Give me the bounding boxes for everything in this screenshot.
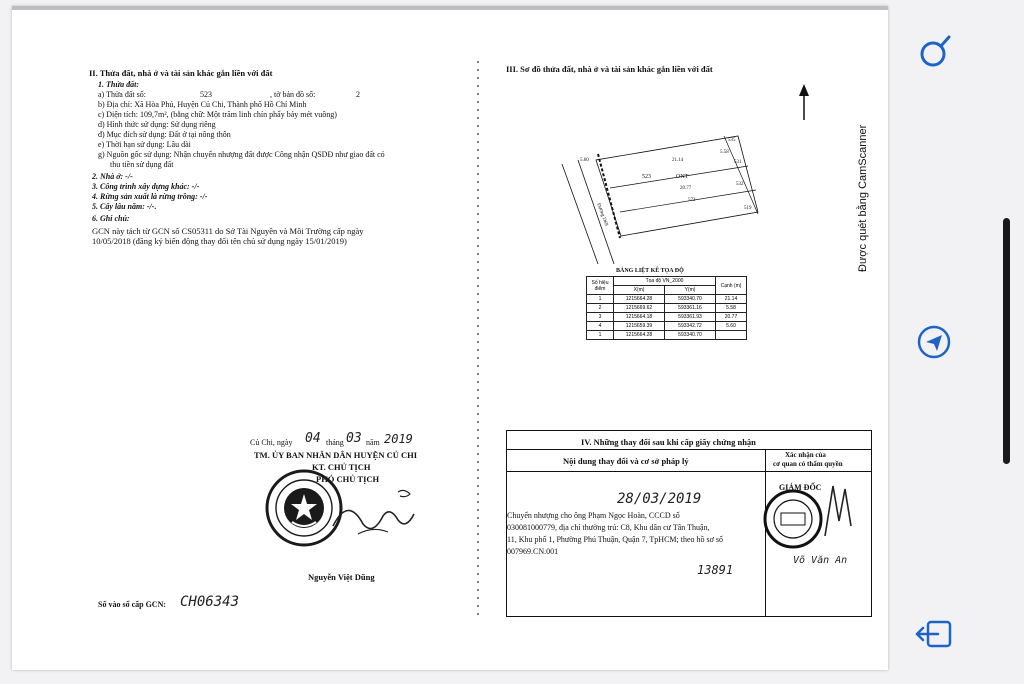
col-header-point: Số hiệu điểm [587,277,614,295]
cell-x: 1215664.18 [614,313,665,322]
cell-point: 3 [587,313,614,322]
table-row [587,331,747,340]
col-header-y: Y(m) [665,286,716,295]
cell-x: 1215669.62 [614,304,665,313]
issue-date-month: 03 [346,431,362,446]
change-date: 28/03/2019 [617,491,702,507]
parcel-number-label: a) Thửa đất số: [98,90,146,99]
cell-edge: 20.77 [716,313,747,322]
issue-date-prefix: Củ Chi, ngày [250,438,293,447]
map-sheet-value: 2 [356,90,360,99]
exit-icon [914,616,954,652]
signer-name: Nguyễn Việt Dũng [308,572,375,582]
cell-x: 1215659.39 [614,322,665,331]
neighbor-parcel-3: 532 [736,182,744,187]
scanned-document-page [12,6,888,670]
change-text-line-2: 030081000779, địa chỉ thường trú: C8, Khu dân cư Tân Thuận, [507,523,710,532]
director-title: GIÁM ĐỐC [779,483,822,492]
usage-form-line: d) Hình thức sử dụng: Sử dụng riêng [98,120,216,129]
changes-col-confirm-2: cơ quan có thẩm quyền [773,460,843,468]
notes-label: 6. Ghi chú: [92,214,130,223]
signature-scribble-right [815,481,865,541]
cell-y: 593340.70 [665,331,716,340]
edge-length-2: 5.58 [720,150,729,155]
issue-date-year: 2019 [384,432,413,446]
map-sheet-label: , tờ bản đồ số: [270,90,316,99]
cell-y: 593340.70 [665,295,716,304]
usage-term-line: e) Thời hạn sử dụng: Lâu dài [98,140,191,149]
change-text-line-1: Chuyển nhượng cho ông Phạm Ngọc Hoàn, CCCD số [507,511,680,520]
col-header-x: X(m) [614,286,665,295]
col-header-coord: Tọa độ VN_2000 [614,277,716,286]
other-construction-line: 3. Công trình xây dựng khác: -/- [92,182,200,191]
registry-number-value: CH06343 [180,594,240,610]
perennial-tree-line: 5. Cây lâu năm: -/-. [92,202,157,211]
changes-col-content: Nội dung thay đổi và cơ sở pháp lý [563,456,689,466]
director-name: Võ Văn An [793,555,848,566]
edge-length-4: 5.60 [580,158,589,163]
parcel-label: 1. Thửa đất: [98,80,140,89]
col-header-edge: Cạnh (m) [716,277,747,295]
neighbor-parcel-4: 573 [688,198,696,203]
changes-section-box [506,430,872,617]
cell-y: 593342.72 [665,322,716,331]
watermark-text: Được quét bằng CamScanner [857,124,869,272]
cell-point: 4 [587,322,614,331]
road-label: Đường D69 [595,202,609,227]
change-text-line-4: 007969.CN.001 [507,547,559,556]
forest-line: 4. Rừng sản xuất là rừng trồng: -/- [92,192,208,201]
section-3-title: III. Sơ đồ thửa đất, nhà ở và tài sản khác gắn liền với đất [506,64,713,74]
change-number: 13891 [697,563,734,577]
navigate-button[interactable] [914,322,954,362]
changes-title: IV. Những thay đổi sau khi cấp giấy chứng nhận [581,437,756,447]
house-line: 2. Nhà ở: -/- [92,172,133,181]
neighbor-parcel-1: 535 [728,138,736,143]
issue-date-month-label: tháng [326,438,344,447]
changes-col-confirm-1: Xác nhận của [785,451,826,459]
issue-date-day: 04 [305,431,321,446]
table-row [587,322,747,331]
change-text-line-3: 11, Khu phố 1, Phường Phú Thuận, Quận 7, TpHCM; theo hồ sơ số [507,535,723,544]
signature-scribble-left [328,486,418,546]
table-row [587,313,747,322]
usage-purpose-line: đ) Mục đích sử dụng: Đất ở tại nông thôn [98,130,231,139]
exit-button[interactable] [914,614,954,654]
address-line: b) Địa chỉ: Xã Hòa Phú, Huyện Củ Chi, Thành phố Hồ Chí Minh [98,100,307,109]
cell-edge: 21.14 [716,295,747,304]
origin-line-1: g) Nguồn gốc sử dụng: Nhận chuyển nhượng đất được Công nhận QSDĐ như giao đất có [98,150,385,159]
page-top-border [12,6,888,10]
markup-search-button[interactable] [914,32,954,72]
issuer-organization: TM. ỦY BAN NHÂN DÂN HUYỆN CỦ CHI [254,450,418,460]
registry-number-label: Số vào sổ cấp GCN: [98,600,167,609]
parcel-sketch-map [548,124,772,264]
scrollbar-thumb[interactable] [1003,218,1010,464]
magnify-markup-icon [916,34,952,70]
note-line-2: 10/05/2018 (đăng ký biến động thay đổi tên chủ sử dụng ngày 15/01/2019) [92,236,347,246]
neighbor-parcel-2: 531 [734,160,742,165]
origin-line-2: thu tiền sử dụng đất [110,160,174,169]
cell-y: 593361.16 [665,304,716,313]
coordinate-table [586,276,747,340]
camscanner-watermark [852,80,872,280]
parcel-type-label: ONT [676,174,689,180]
cell-edge [716,331,747,340]
north-arrow-icon [797,82,811,122]
cell-point: 1 [587,295,614,304]
edge-length-1: 21.14 [672,158,684,163]
edge-length-3: 20.77 [680,186,692,191]
cell-x: 1215664.28 [614,331,665,340]
coordinate-table-title: BẢNG LIỆT KÊ TỌA ĐỘ [616,268,684,274]
table-row [587,295,747,304]
page-fold-marks [475,61,481,621]
parcel-id-label: 523 [642,174,651,180]
cell-edge: 5.58 [716,304,747,313]
issuer-role-1: KT. CHỦ TỊCH [312,462,371,472]
cell-y: 593361.93 [665,313,716,322]
cell-edge: 5.60 [716,322,747,331]
cell-x: 1215664.28 [614,295,665,304]
note-line-1: GCN này tách từ GCN số CS05311 do Sở Tài Nguyên và Môi Trường cấp ngày [92,226,364,236]
neighbor-parcel-5: 519 [744,206,752,211]
navigate-compass-icon [916,324,952,360]
issue-date-year-label: năm [366,438,380,447]
issuer-role-2: PHÓ CHỦ TỊCH [316,474,380,484]
section-2-title: II. Thửa đất, nhà ở và tài sản khác gắn liền với đất [89,68,273,78]
parcel-number-value: 523 [200,90,212,99]
cell-point: 2 [587,304,614,313]
cell-point: 1 [587,331,614,340]
area-line: c) Diện tích: 109,7m², (bằng chữ: Một trăm linh chín phẩy bảy mét vuông) [98,110,337,119]
table-row [587,304,747,313]
